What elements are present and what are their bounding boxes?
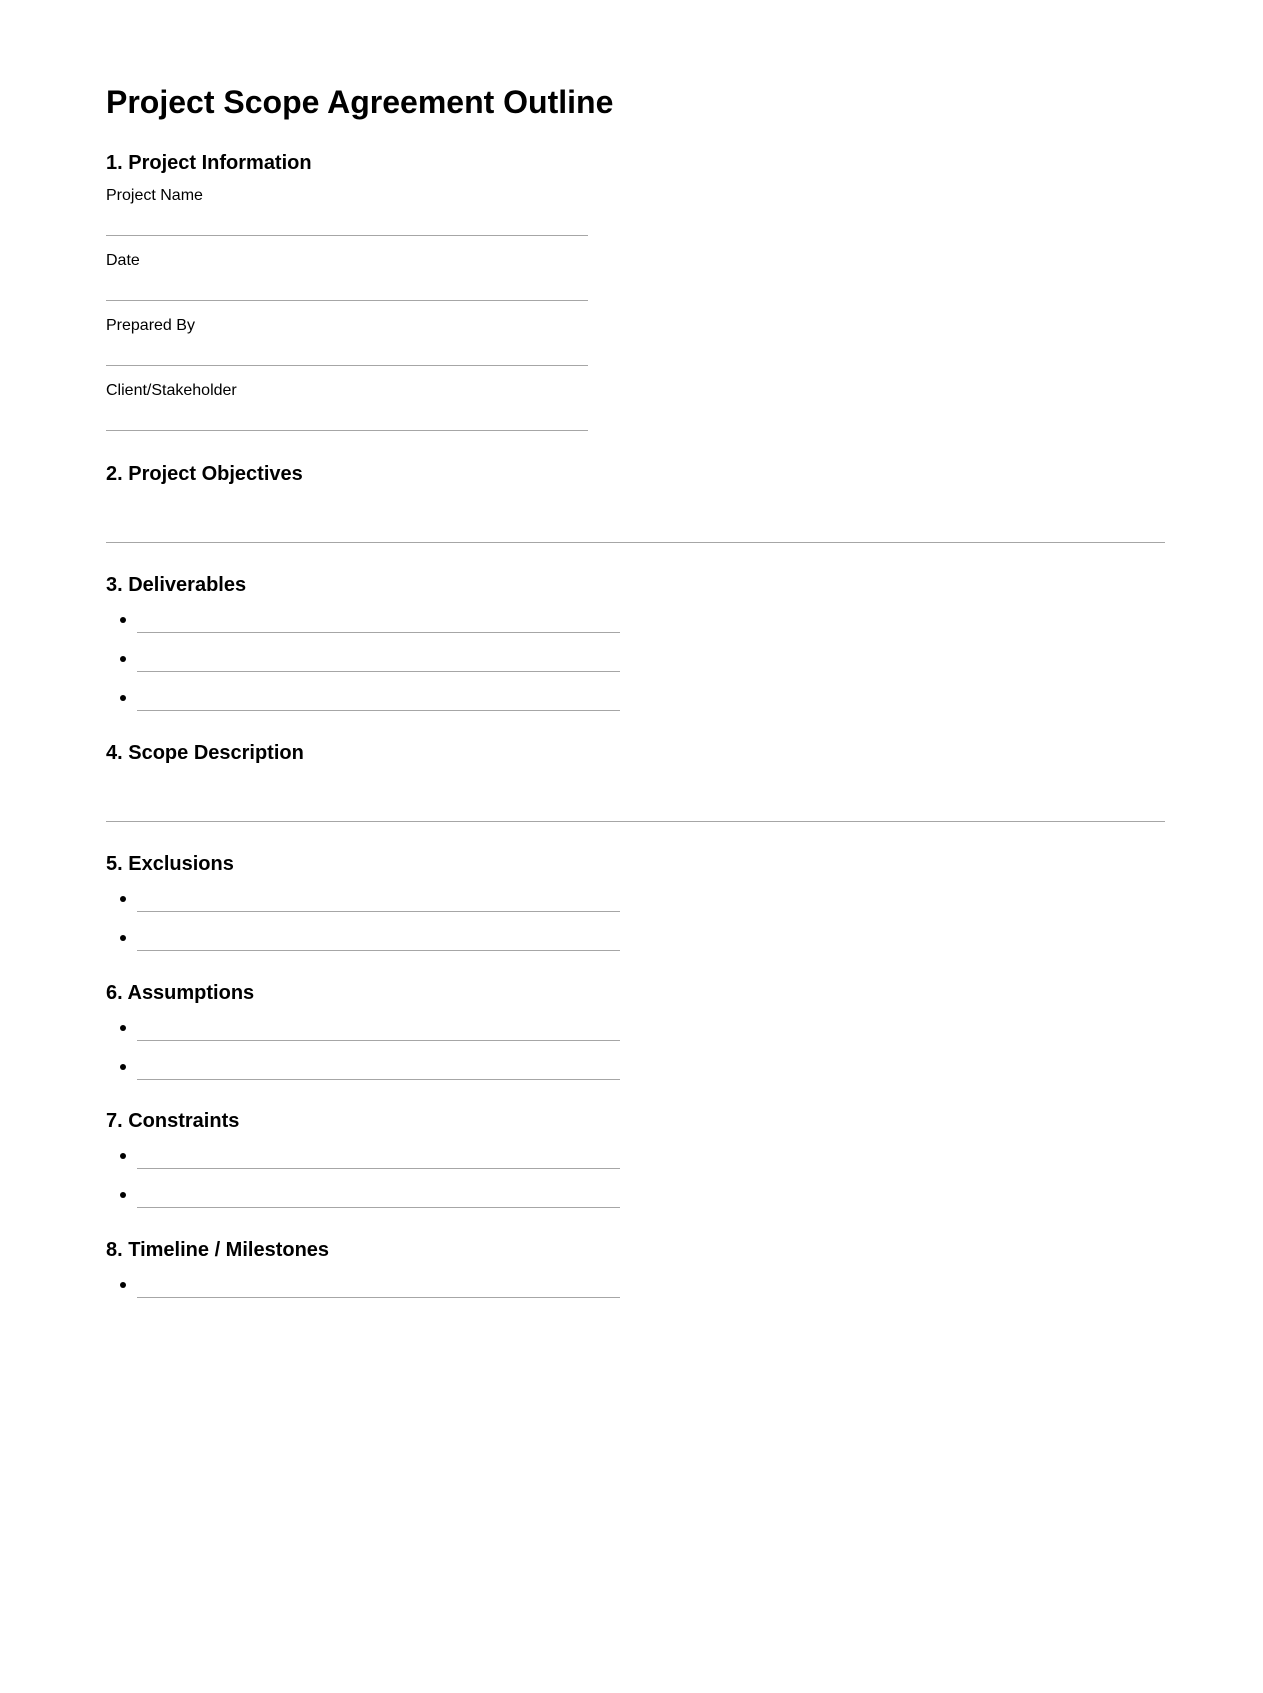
- section-heading-constraints: 7. Constraints: [106, 1110, 240, 1132]
- prepared-by-field[interactable]: [106, 365, 588, 366]
- exclusion-item-field[interactable]: [137, 950, 620, 951]
- scope-description-field[interactable]: [106, 821, 1165, 822]
- section-heading-exclusions: 5. Exclusions: [106, 853, 234, 875]
- project-name-field[interactable]: [106, 235, 588, 236]
- field-label-project-name: Project Name: [106, 187, 203, 204]
- field-label-client-stakeholder: Client/Stakeholder: [106, 382, 237, 399]
- bullet-icon: [120, 1064, 126, 1070]
- bullet-icon: [120, 695, 126, 701]
- field-label-date: Date: [106, 252, 140, 269]
- bullet-icon: [120, 1192, 126, 1198]
- bullet-icon: [120, 896, 126, 902]
- document-title: Project Scope Agreement Outline: [106, 84, 614, 120]
- section-heading-project-information: 1. Project Information: [106, 152, 312, 174]
- milestone-item-field[interactable]: [137, 1297, 620, 1298]
- client-stakeholder-field[interactable]: [106, 430, 588, 431]
- deliverable-item-field[interactable]: [137, 671, 620, 672]
- deliverable-item-field[interactable]: [137, 710, 620, 711]
- bullet-icon: [120, 617, 126, 623]
- deliverable-item-field[interactable]: [137, 632, 620, 633]
- bullet-icon: [120, 1153, 126, 1159]
- bullet-icon: [120, 1282, 126, 1288]
- section-heading-timeline-milestones: 8. Timeline / Milestones: [106, 1239, 330, 1261]
- constraint-item-field[interactable]: [137, 1168, 620, 1169]
- exclusion-item-field[interactable]: [137, 911, 620, 912]
- field-label-prepared-by: Prepared By: [106, 317, 195, 334]
- bullet-icon: [120, 935, 126, 941]
- bullet-icon: [120, 656, 126, 662]
- project-objectives-field[interactable]: [106, 542, 1165, 543]
- constraint-item-field[interactable]: [137, 1207, 620, 1208]
- section-heading-assumptions: 6. Assumptions: [106, 982, 255, 1004]
- section-heading-project-objectives: 2. Project Objectives: [106, 463, 303, 485]
- bullet-icon: [120, 1025, 126, 1031]
- date-field[interactable]: [106, 300, 588, 301]
- section-heading-deliverables: 3. Deliverables: [106, 574, 247, 596]
- assumption-item-field[interactable]: [137, 1079, 620, 1080]
- section-heading-scope-description: 4. Scope Description: [106, 742, 304, 764]
- assumption-item-field[interactable]: [137, 1040, 620, 1041]
